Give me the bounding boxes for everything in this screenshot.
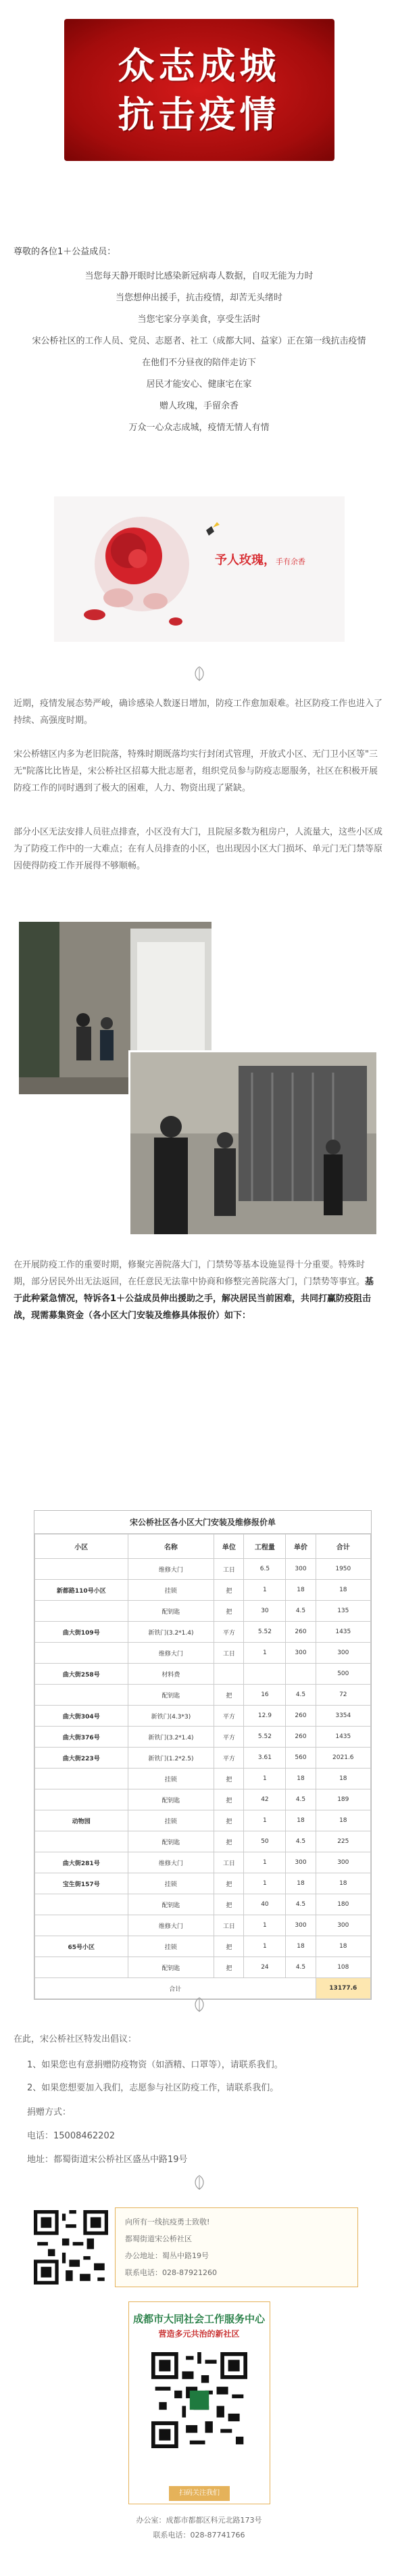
table-cell-name: 新铁门(3.2*1.4) <box>128 1622 214 1643</box>
table-cell-price <box>286 1664 316 1685</box>
table-cell-sum: 500 <box>316 1664 370 1685</box>
table-cell-price: 4.5 <box>286 1957 316 1978</box>
table-row <box>35 1580 371 1601</box>
table-cell-unit: 把 <box>214 1957 244 1978</box>
table-cell-name: 配钥匙 <box>128 1831 214 1852</box>
table-cell-area <box>35 1685 128 1706</box>
quote-table-header <box>35 1535 371 1559</box>
table-cell-sum: 225 <box>316 1831 370 1852</box>
donate-label: 捐赠方式： <box>27 2107 72 2117</box>
table-cell-sum: 135 <box>316 1601 370 1622</box>
table-cell-area: 曲大街281号 <box>35 1852 128 1873</box>
table-header-cell: 名称 <box>128 1535 214 1559</box>
table-cell-qty: 1 <box>244 1810 286 1831</box>
table-row <box>35 1810 371 1831</box>
phone-line: 电话：15008462202 <box>27 2131 115 2141</box>
leaf-divider-icon <box>191 665 208 682</box>
table-total-value: 13177.6 <box>316 1978 370 1999</box>
paragraph-2: 宋公桥辖区内多为老旧院落，特殊时期既落均实行封闭式管理，开放式小区、无门卫小区等"三无"院落比比皆是，宋公桥社区招募大批志愿者，组织党员参与防疫志愿服务，社区在积极开展防疫工作的同时遇到了极大的困难，人力、物资出现了紧缺。 <box>14 749 378 793</box>
address-line: 地址：都蜀街道宋公桥社区盛丛中路19号 <box>27 2155 188 2165</box>
table-cell-qty: 6.5 <box>244 1559 286 1580</box>
table-cell-qty: 1 <box>244 1580 286 1601</box>
paragraph-3: 部分小区无法安排人员驻点排查，小区没有大门，且院屋多数为租房户，人流量大，这些小区成为了防疫工作中的一大难点；在有人员排查的小区，也出现因小区大门损坏、单元门无门禁等原因使得防疫工作开展得不够顺畅。 <box>14 827 383 871</box>
table-cell-price: 4.5 <box>286 1831 316 1852</box>
greeting: 尊敬的各位1＋公益成员： <box>14 247 116 257</box>
table-cell-name: 挂锁 <box>128 1580 214 1601</box>
table-cell-area: 宝生街157号 <box>35 1873 128 1894</box>
table-header-cell: 单位 <box>214 1535 244 1559</box>
table-cell-sum: 1435 <box>316 1622 370 1643</box>
org-subtitle: 营造多元共治的新社区 <box>158 2329 240 2339</box>
table-cell-price: 4.5 <box>286 1685 316 1706</box>
table-cell-area: 曲大街304号 <box>35 1706 128 1727</box>
org-address: 办公室：成都市都都区科元北路173号 <box>136 2516 262 2525</box>
table-row <box>35 1559 371 1580</box>
table-cell-area <box>35 1601 128 1622</box>
table-cell-qty: 1 <box>244 1643 286 1664</box>
table-cell-area: 动物园 <box>35 1810 128 1831</box>
rose-caption-main: 予人玫瑰， <box>215 553 276 567</box>
rose-caption-sub: 手有余香 <box>276 557 305 566</box>
table-cell-qty: 30 <box>244 1601 286 1622</box>
leaf-divider-icon <box>191 1996 208 2013</box>
poem-line: 在他们不分昼夜的陪伴走访下 <box>141 358 256 368</box>
table-cell-sum: 18 <box>316 1810 370 1831</box>
table-cell-price: 4.5 <box>286 1601 316 1622</box>
org-title: 成都市大同社会工作服务中心 <box>132 2313 265 2325</box>
table-cell-name: 维修大门 <box>128 1852 214 1873</box>
rose-caption <box>215 551 305 568</box>
table-header-cell: 单价 <box>286 1535 316 1559</box>
table-cell-unit: 把 <box>214 1831 244 1852</box>
table-cell-name: 配钥匙 <box>128 1601 214 1622</box>
table-cell-area: 曲大街223号 <box>35 1748 128 1769</box>
table-cell-name: 挂锁 <box>128 1873 214 1894</box>
table-cell-unit: 把 <box>214 1810 244 1831</box>
banner <box>64 19 334 161</box>
table-row <box>35 1936 371 1957</box>
quote-table-card <box>34 1510 372 2000</box>
table-cell-sum: 108 <box>316 1957 370 1978</box>
poem-line: 当您每天静开眼时比感染新冠病毒人数据，自叹无能为力时 <box>84 271 314 281</box>
table-cell-price: 300 <box>286 1643 316 1664</box>
table-cell-unit: 把 <box>214 1936 244 1957</box>
photo-volunteers-checkpoint-image <box>130 1052 376 1234</box>
table-cell-name: 维修大门 <box>128 1915 214 1936</box>
table-cell-qty: 50 <box>244 1831 286 1852</box>
table-cell-sum: 72 <box>316 1685 370 1706</box>
table-cell-sum: 3354 <box>316 1706 370 1727</box>
table-row <box>35 1789 371 1810</box>
table-row <box>35 1748 371 1769</box>
table-row <box>35 1727 371 1748</box>
table-row <box>35 1706 371 1727</box>
table-cell-area <box>35 1769 128 1789</box>
table-cell-unit <box>214 1664 244 1685</box>
table-cell-unit: 工日 <box>214 1559 244 1580</box>
table-cell-sum: 2021.6 <box>316 1748 370 1769</box>
table-cell-qty: 12.9 <box>244 1706 286 1727</box>
table-cell-name: 配钥匙 <box>128 1789 214 1810</box>
table-cell-qty: 42 <box>244 1789 286 1810</box>
table-row <box>35 1873 371 1894</box>
table-row <box>35 1664 371 1685</box>
table-cell-unit: 工日 <box>214 1643 244 1664</box>
article-page <box>0 19 398 2576</box>
rose-illustration <box>54 496 345 642</box>
table-cell-unit: 平方 <box>214 1622 244 1643</box>
table-cell-name: 材料费 <box>128 1664 214 1685</box>
table-cell-price: 18 <box>286 1936 316 1957</box>
org-phone: 联系电话：028-87741766 <box>153 2531 245 2539</box>
table-cell-area <box>35 1831 128 1852</box>
table-cell-qty: 1 <box>244 1852 286 1873</box>
table-cell-unit: 把 <box>214 1769 244 1789</box>
table-cell-qty: 1 <box>244 1936 286 1957</box>
leaf-divider-icon <box>191 2174 208 2191</box>
table-cell-sum: 300 <box>316 1852 370 1873</box>
table-cell-name: 新铁门(3.2*1.4) <box>128 1727 214 1748</box>
table-row <box>35 1601 371 1622</box>
closing-item-1: 1、如果您也有意捐赠防疫物资（如酒精、口罩等），请联系我们。 <box>27 2060 283 2070</box>
table-cell-sum: 189 <box>316 1789 370 1810</box>
table-cell-unit: 平方 <box>214 1727 244 1748</box>
table-cell-area: 曲大街258号 <box>35 1664 128 1685</box>
table-cell-name: 挂锁 <box>128 1769 214 1789</box>
table-header-cell: 合计 <box>316 1535 370 1559</box>
table-row <box>35 1915 371 1936</box>
table-cell-name: 新铁门(4.3*3) <box>128 1706 214 1727</box>
table-row <box>35 1643 371 1664</box>
table-cell-qty <box>244 1664 286 1685</box>
contact-line: 向所有一线抗疫勇士致敬! <box>125 2218 210 2226</box>
table-cell-unit: 把 <box>214 1685 244 1706</box>
poem-line: 宋公桥社区的工作人员、党员、志愿者、社工（成都大同、益家）正在第一线抗击疫情 <box>32 336 366 346</box>
table-cell-name: 配钥匙 <box>128 1685 214 1706</box>
table-row <box>35 1894 371 1915</box>
table-row <box>35 1831 371 1852</box>
community-qr-code-image <box>34 2210 108 2285</box>
paragraph-4-bold: 基于此种紧急情况，特诉各1＋公益成员伸出援助之手，解决居民当前困难，共同打赢防疫阻击战，现需募集资金（各小区大门安装及维修具体报价）如下： <box>14 1277 374 1321</box>
rose-image <box>54 496 345 642</box>
table-cell-price: 300 <box>286 1915 316 1936</box>
table-cell-qty: 16 <box>244 1685 286 1706</box>
quote-table <box>34 1534 371 1999</box>
table-cell-price: 4.5 <box>286 1894 316 1915</box>
poem-line: 赠人玫瑰，手留余香 <box>159 401 239 411</box>
table-cell-sum: 18 <box>316 1936 370 1957</box>
table-cell-qty: 5.52 <box>244 1622 286 1643</box>
table-cell-price: 18 <box>286 1873 316 1894</box>
table-cell-unit: 把 <box>214 1894 244 1915</box>
table-header-cell: 小区 <box>35 1535 128 1559</box>
banner-title-line2: 抗击疫情 <box>118 93 280 136</box>
poem-line: 当您想伸出援手，抗击疫情，却苦无头绪时 <box>115 293 282 303</box>
table-cell-price: 260 <box>286 1706 316 1727</box>
contact-line: 办公地址：蜀丛中路19号 <box>125 2251 209 2260</box>
table-cell-unit: 工日 <box>214 1915 244 1936</box>
table-cell-name: 挂锁 <box>128 1936 214 1957</box>
table-cell-sum: 18 <box>316 1580 370 1601</box>
table-cell-sum: 300 <box>316 1915 370 1936</box>
poem-line: 当您宅家分享美食，享受生活时 <box>137 314 261 325</box>
paragraph-1: 近期，疫情发展态势严峻，确诊感染人数逐日增加，防疫工作愈加艰难。社区防疫工作也进入了持续、高强度时期。 <box>14 699 383 726</box>
table-cell-name: 维修大门 <box>128 1559 214 1580</box>
table-cell-area <box>35 1894 128 1915</box>
poem-line: 居民才能安心、健康宅在家 <box>146 379 252 390</box>
table-cell-price: 300 <box>286 1559 316 1580</box>
banner-title-line1: 众志成城 <box>118 44 280 87</box>
table-cell-unit: 平方 <box>214 1706 244 1727</box>
table-row <box>35 1957 371 1978</box>
table-cell-price: 18 <box>286 1769 316 1789</box>
quote-table-title: 宋公桥社区各小区大门安装及维修报价单 <box>34 1511 371 1534</box>
table-cell-name: 新铁门(1.2*2.5) <box>128 1748 214 1769</box>
table-cell-area <box>35 1789 128 1810</box>
table-cell-price: 260 <box>286 1622 316 1643</box>
table-header-cell: 工程量 <box>244 1535 286 1559</box>
table-cell-qty: 1 <box>244 1873 286 1894</box>
closing-intro: 在此，宋公桥社区特发出倡议： <box>14 2034 137 2044</box>
table-cell-name: 挂锁 <box>128 1810 214 1831</box>
poem-line: 万众一心众志成城，疫情无情人有情 <box>128 423 270 433</box>
table-cell-unit: 把 <box>214 1601 244 1622</box>
table-cell-price: 18 <box>286 1580 316 1601</box>
table-cell-name: 配钥匙 <box>128 1894 214 1915</box>
table-cell-unit: 把 <box>214 1873 244 1894</box>
org-qr-code-image <box>151 2352 247 2448</box>
contact-card <box>115 2207 358 2287</box>
table-cell-area <box>35 1643 128 1664</box>
table-cell-price: 260 <box>286 1727 316 1748</box>
table-cell-sum: 18 <box>316 1769 370 1789</box>
table-cell-price: 560 <box>286 1748 316 1769</box>
table-cell-price: 18 <box>286 1810 316 1831</box>
table-cell-name: 配钥匙 <box>128 1957 214 1978</box>
table-cell-area <box>35 1559 128 1580</box>
poem <box>0 266 398 439</box>
table-cell-unit: 把 <box>214 1580 244 1601</box>
table-cell-name: 维修大门 <box>128 1643 214 1664</box>
community-qr-code <box>34 2210 108 2285</box>
table-cell-unit: 工日 <box>214 1852 244 1873</box>
table-cell-unit: 平方 <box>214 1748 244 1769</box>
table-cell-area: 曲大街376号 <box>35 1727 128 1748</box>
table-row <box>35 1622 371 1643</box>
table-cell-qty: 5.52 <box>244 1727 286 1748</box>
table-total-label: 合计 <box>35 1978 316 1999</box>
org-qr-code <box>151 2352 247 2448</box>
table-cell-area: 65号小区 <box>35 1936 128 1957</box>
table-cell-qty: 24 <box>244 1957 286 1978</box>
paragraph-4-text: 在开展防疫工作的重要时期，修聚完善院落大门，门禁势等基本设施显得十分重要。特殊时期，部分居民外出无法返回，在任意民无法靠中协商和修整完善院落大门，门禁势等事宜。 <box>14 1260 366 1287</box>
table-row <box>35 1685 371 1706</box>
table-cell-area: 曲大街109号 <box>35 1622 128 1643</box>
table-cell-area: 新都路110号小区 <box>35 1580 128 1601</box>
contact-line: 联系电话：028-87921260 <box>125 2268 217 2277</box>
table-cell-qty: 1 <box>244 1769 286 1789</box>
table-cell-price: 4.5 <box>286 1789 316 1810</box>
table-row <box>35 1852 371 1873</box>
table-cell-sum: 180 <box>316 1894 370 1915</box>
table-cell-qty: 3.61 <box>244 1748 286 1769</box>
table-cell-area <box>35 1957 128 1978</box>
table-cell-area <box>35 1915 128 1936</box>
table-cell-sum: 300 <box>316 1643 370 1664</box>
paragraph-4 <box>14 1257 378 1324</box>
table-cell-sum: 18 <box>316 1873 370 1894</box>
table-cell-price: 300 <box>286 1852 316 1873</box>
table-cell-unit: 把 <box>214 1789 244 1810</box>
closing-item-2: 2、如果您想要加入我们，志愿参与社区防疫工作，请联系我们。 <box>27 2083 279 2093</box>
contact-line: 都蜀街道宋公桥社区 <box>125 2234 192 2243</box>
table-cell-sum: 1435 <box>316 1727 370 1748</box>
table-row <box>35 1769 371 1789</box>
table-cell-sum: 1950 <box>316 1559 370 1580</box>
table-cell-qty: 40 <box>244 1894 286 1915</box>
table-cell-qty: 1 <box>244 1915 286 1936</box>
photo-volunteers-checkpoint <box>128 1050 378 1236</box>
scan-tag: 扫码关注我们 <box>169 2486 230 2501</box>
